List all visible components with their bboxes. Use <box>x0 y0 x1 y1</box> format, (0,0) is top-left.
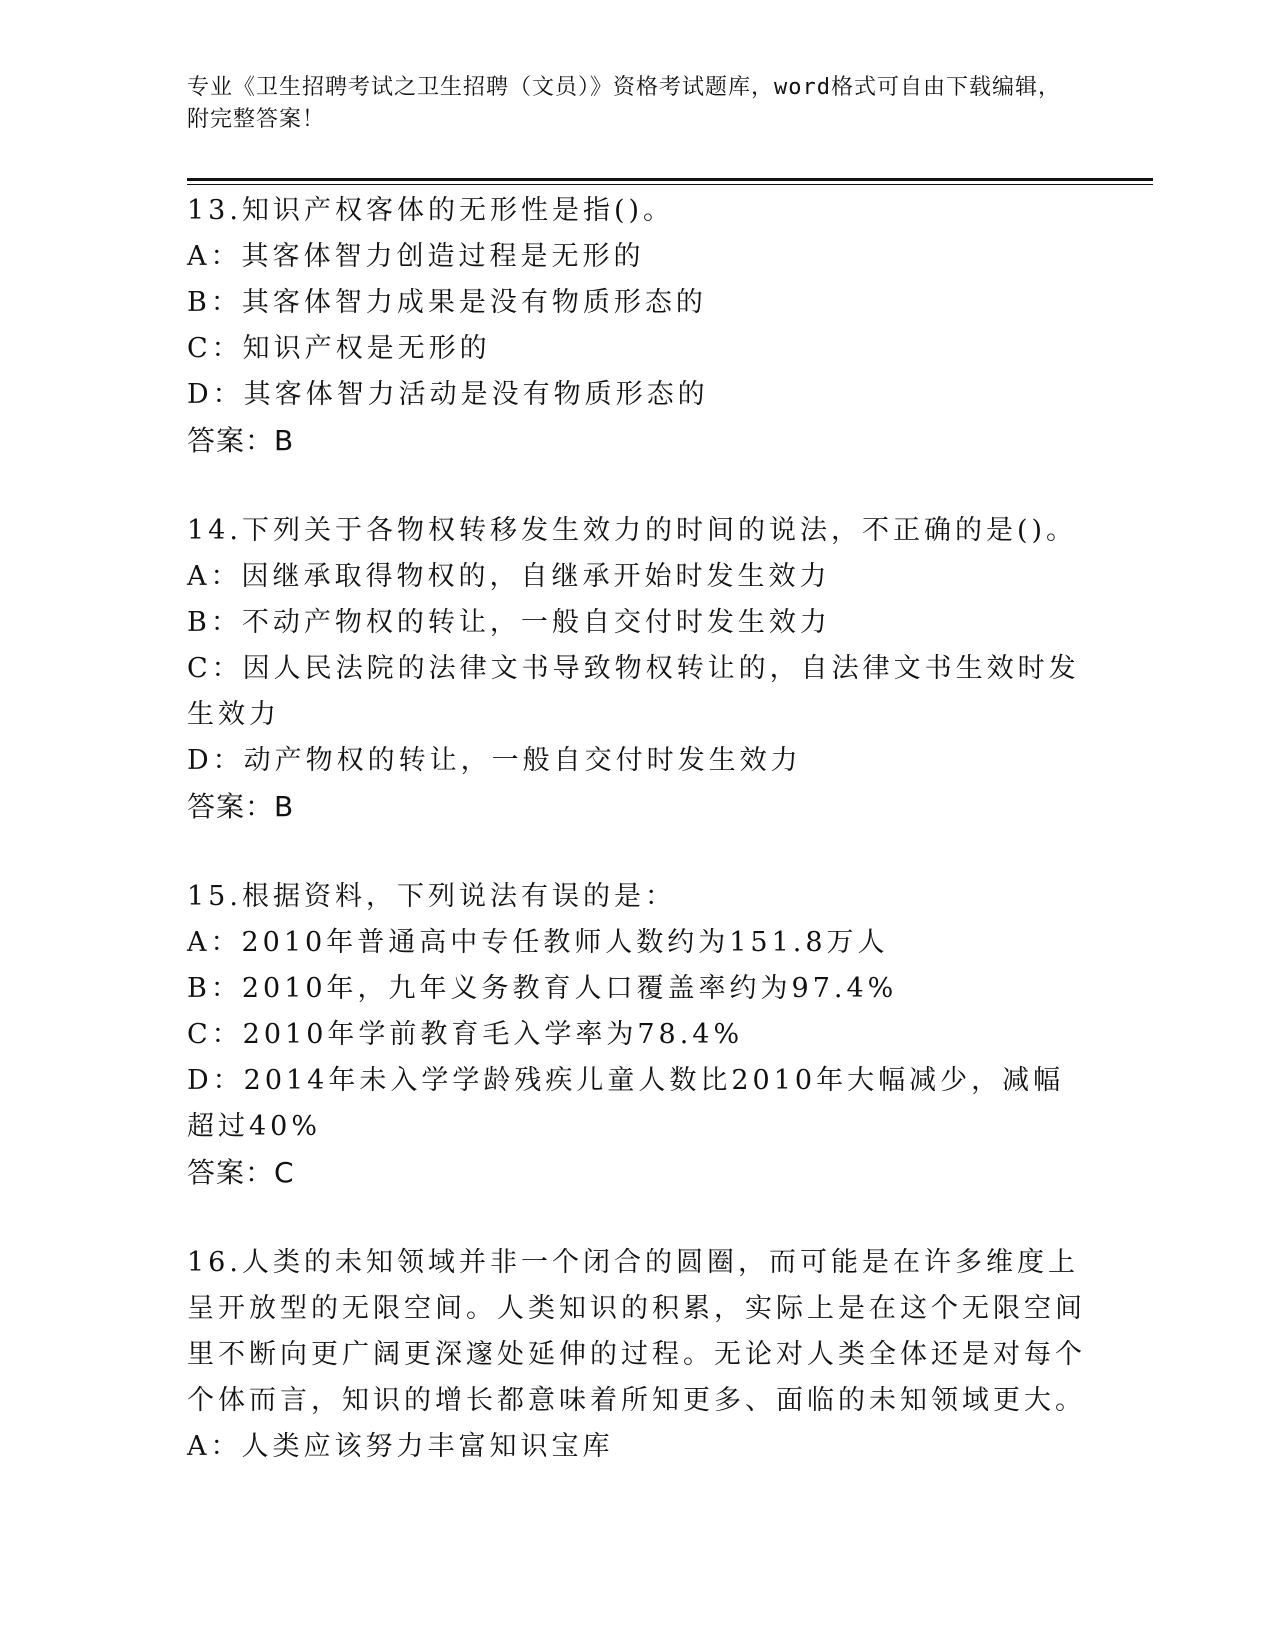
option-a: A：其客体智力创造过程是无形的 <box>187 241 645 272</box>
question-stem: 14.下列关于各物权转移发生效力的时间的说法，不正确的是()。 <box>187 515 1078 546</box>
header-divider-thin <box>187 184 1153 185</box>
question-stem: 16.人类的未知领域并非一个闭合的圆圈，而可能是在许多维度上呈开放型的无限空间。人类知识的积累，实际上是在这个无限空间里不断向更广阔更深邃处延伸的过程。无论对人类全体还是对每个个体而言，知识的增长都意味着所知更多、面临的未知领域更大。 <box>187 1247 1086 1416</box>
option-a: A：2010年普通高中专任教师人数约为151.8万人 <box>187 927 889 958</box>
question-13 <box>187 188 1087 464</box>
question-stem: 15.根据资料，下列说法有误的是： <box>187 881 676 912</box>
answer-label: 答案：B <box>187 424 295 457</box>
answer-label: 答案：B <box>187 790 295 823</box>
option-d: D：2014年未入学学龄残疾儿童人数比2010年大幅减少，减幅超过40% <box>187 1065 1065 1142</box>
question-list <box>187 188 1087 1514</box>
option-c: C：知识产权是无形的 <box>187 333 491 364</box>
question-16 <box>187 1240 1087 1470</box>
option-a: A：因继承取得物权的，自继承开始时发生效力 <box>187 561 831 592</box>
question-14 <box>187 508 1087 830</box>
option-c: C：2010年学前教育毛入学率为78.4% <box>187 1019 744 1050</box>
option-b: B：不动产物权的转让，一般自交付时发生效力 <box>187 607 831 638</box>
option-d: D：其客体智力活动是没有物质形态的 <box>187 379 709 410</box>
option-b: B：其客体智力成果是没有物质形态的 <box>187 287 707 318</box>
option-d: D：动产物权的转让，一般自交付时发生效力 <box>187 745 802 776</box>
question-15 <box>187 874 1087 1196</box>
option-a: A：人类应该努力丰富知识宝库 <box>187 1431 614 1462</box>
document-header: 专业《卫生招聘考试之卫生招聘（文员）》资格考试题库，word格式可自由下载编辑，附完整答案！ <box>187 75 1061 132</box>
question-stem: 13.知识产权客体的无形性是指()。 <box>187 195 675 226</box>
option-b: B：2010年，九年义务教育人口覆盖率约为97.4% <box>187 973 898 1004</box>
answer-label: 答案：C <box>187 1156 295 1189</box>
option-c: C：因人民法院的法律文书导致物权转让的，自法律文书生效时发生效力 <box>187 653 1080 730</box>
header-divider-thick <box>187 178 1153 181</box>
